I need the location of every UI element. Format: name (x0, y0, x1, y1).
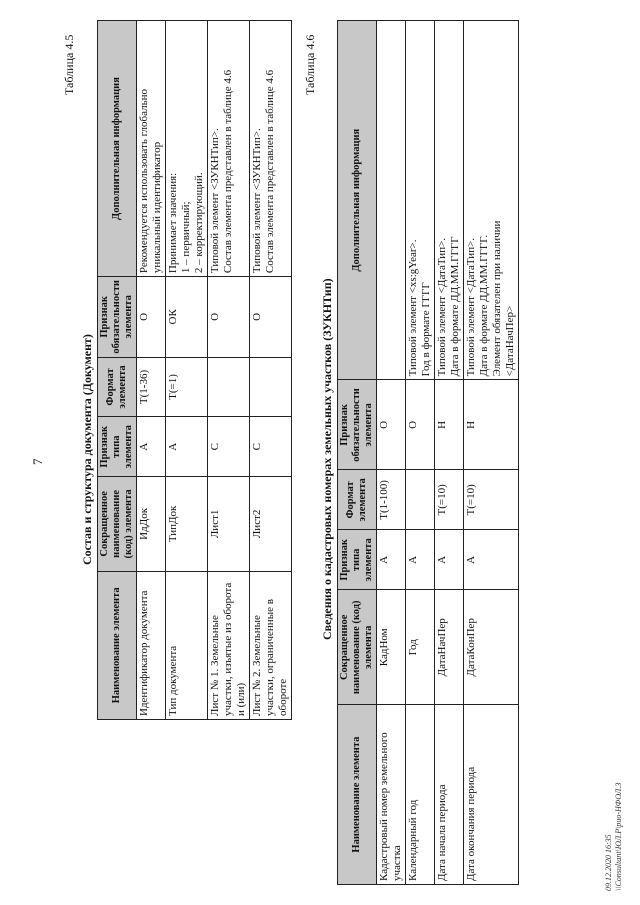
cell-name: Дата окончания периода (464, 705, 519, 885)
cell-required: Н (464, 380, 519, 470)
table-header-row (338, 21, 377, 885)
header-name: Наименование элемента (98, 571, 137, 719)
info-line: Типовой элемент <ДатаТип>. (465, 237, 477, 377)
header-name: Наименование элемента (338, 705, 377, 885)
info-line: Принимает значения: (167, 172, 179, 274)
cell-type: А (435, 530, 464, 590)
cell-format: T(=1) (166, 357, 208, 417)
table-row (208, 21, 250, 720)
table-label-2: Таблица 4.6 (303, 34, 317, 95)
table-header-row (98, 21, 137, 720)
cell-info (250, 21, 292, 277)
table-row (250, 21, 292, 720)
cell-code: ДатаКонПер (464, 590, 519, 705)
info-line: Год в формате ГГГГ (420, 282, 432, 377)
cell-name: Лист № 1. Земельные участки, изъятые из оборота и (или) (208, 571, 250, 719)
info-line: Дата в формате ДД.ММ.ГГГГ (449, 236, 461, 377)
cell-type: С (250, 417, 292, 477)
cell-required: О (208, 277, 250, 358)
cell-code: ИдДок (137, 477, 166, 572)
info-line: Состав элемента представлен в таблице 4.6 (222, 69, 234, 274)
info-line: Элемент обязателен при наличии (491, 220, 503, 377)
info-line: Дата в формате ДД.ММ.ГГГГ. (478, 234, 490, 377)
cell-format: T(=10) (435, 470, 464, 530)
cell-required: О (377, 380, 406, 470)
cell-code: Лист2 (250, 477, 292, 572)
table-label-1: Таблица 4.5 (62, 34, 76, 95)
table-4-5 (97, 20, 292, 720)
page-number: 7 (30, 458, 45, 465)
info-line: 2 – корректирующий. (193, 172, 205, 274)
info-line: Типовой элемент <ЗУКНТип>. (209, 128, 221, 274)
cell-name: Тип документа (166, 571, 208, 719)
cell-name: Календарный год (406, 705, 435, 885)
info-line: Типовой элемент <ДатаТип>. (436, 237, 448, 377)
table-row (406, 21, 435, 885)
cell-info (166, 21, 208, 277)
cell-info (406, 21, 435, 380)
header-required: Признак обязательности элемента (338, 380, 377, 470)
cell-format (406, 470, 435, 530)
header-format: Формат элемента (98, 357, 137, 417)
cell-format: T(=10) (464, 470, 519, 530)
cell-format: T(1-100) (377, 470, 406, 530)
cell-type: А (166, 417, 208, 477)
info-line: Типовой элемент <xs:gYear>. (407, 239, 419, 377)
cell-code: Год (406, 590, 435, 705)
table-4-6 (337, 20, 519, 885)
header-type: Признак типа элемента (98, 417, 137, 477)
cell-name: Дата начала периода (435, 705, 464, 885)
cell-type: А (137, 417, 166, 477)
cell-info (137, 21, 166, 277)
info-line: Типовой элемент <ЗУКНТип>. (251, 128, 263, 274)
table-row (464, 21, 519, 885)
cell-format (208, 357, 250, 417)
cell-format: T(1-36) (137, 357, 166, 417)
cell-info (377, 21, 406, 380)
table-caption-2: Сведения о кадастровых номерах земельных участков (ЗУКНТип) (320, 278, 334, 640)
header-code: Сокращенное наименование (код) элемента (338, 590, 377, 705)
cell-required: О (250, 277, 292, 358)
info-line: Состав элемента представлен в таблице 4.6 (264, 69, 276, 274)
cell-code: КадНом (377, 590, 406, 705)
header-info: Дополнительная информация (338, 21, 377, 380)
header-info: Дополнительная информация (98, 21, 137, 277)
cell-name: Идентификатор документа (137, 571, 166, 719)
cell-required: Н (435, 380, 464, 470)
cell-type: А (377, 530, 406, 590)
footer-timestamp: 09.12.2020 16:35 (604, 834, 613, 891)
info-line: уникальный идентификатор (151, 141, 163, 274)
header-code: Сокращенное наименование (код) элемента (98, 477, 137, 572)
header-format: Формат элемента (338, 470, 377, 530)
cell-info (435, 21, 464, 380)
cell-type: А (464, 530, 519, 590)
cell-required: О (137, 277, 166, 358)
info-line: Рекомендуется использовать глобально (138, 89, 150, 274)
header-required: Признак обязательности элемента (98, 277, 137, 358)
table-row (137, 21, 166, 720)
header-type: Признак типа элемента (338, 530, 377, 590)
cell-code: ТипДок (166, 477, 208, 572)
info-line: <ДатаНачПер> (504, 305, 516, 377)
cell-info (464, 21, 519, 380)
footer-path: \\Consultant\ЮЛ.Р\рио-НФОЛ.3 (614, 782, 623, 891)
cell-required: ОК (166, 277, 208, 358)
cell-format (250, 357, 292, 417)
cell-required: О (406, 380, 435, 470)
table-row (166, 21, 208, 720)
cell-info (208, 21, 250, 277)
table-caption-1: Состав и структура документа (Документ) (80, 334, 94, 565)
table-row (435, 21, 464, 885)
cell-code: Лист1 (208, 477, 250, 572)
cell-name: Кадастровый номер земельного участка (377, 705, 406, 885)
cell-type: А (406, 530, 435, 590)
footer-stamp (604, 783, 624, 891)
info-line: 1 – первичный; (180, 201, 192, 274)
cell-code: ДатаНачПер (435, 590, 464, 705)
cell-type: С (208, 417, 250, 477)
table-row (377, 21, 406, 885)
cell-name: Лист № 2. Земельные участки, ограниченные в обороте (250, 571, 292, 719)
